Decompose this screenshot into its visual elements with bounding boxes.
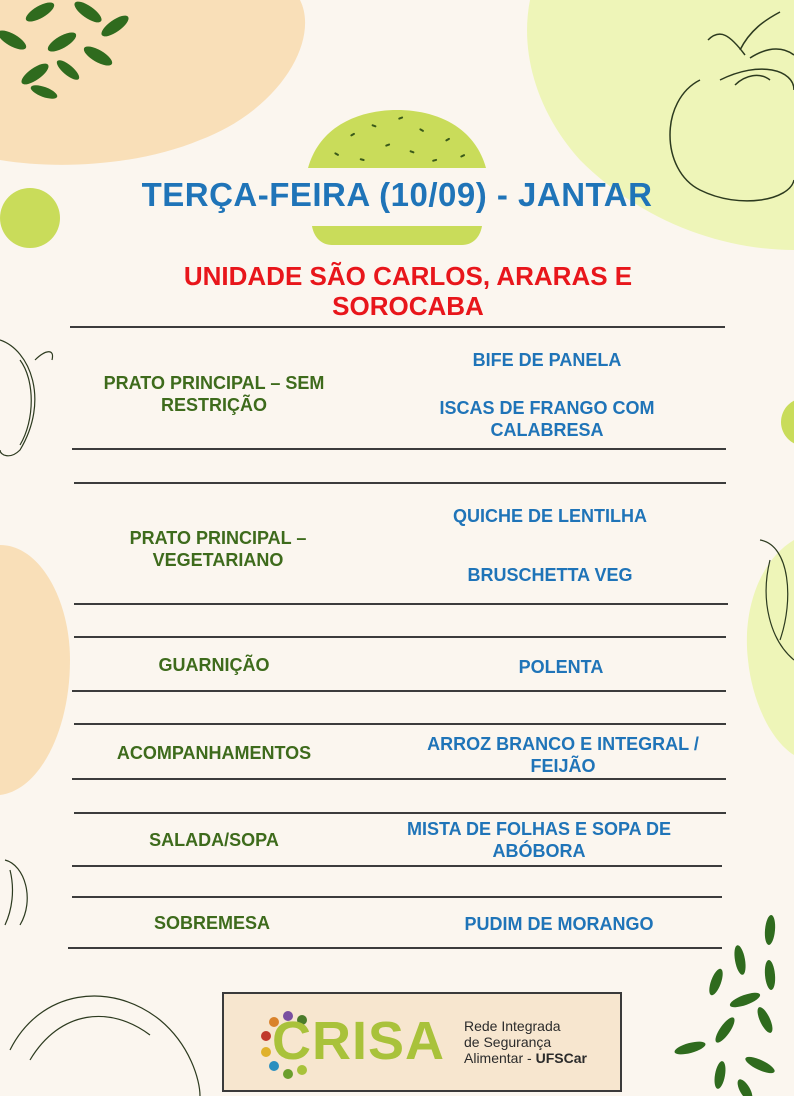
divider-line xyxy=(74,482,726,484)
crisa-logo-subtitle xyxy=(464,1018,587,1066)
crisa-logo-box xyxy=(222,992,622,1092)
page-title: TERÇA-FEIRA (10/09) - JANTAR xyxy=(141,176,653,213)
divider-line xyxy=(68,947,722,949)
menu-value-line: BIFE DE PANELA xyxy=(472,350,622,370)
menu-label-salad-soup xyxy=(78,829,350,851)
menu-label-vegetarian xyxy=(82,527,354,571)
menu-label-line: RESTRIÇÃO xyxy=(160,395,267,415)
menu-value-line: ARROZ BRANCO E INTEGRAL / xyxy=(427,734,699,754)
unit-heading-line1: UNIDADE SÃO CARLOS, ARARAS E xyxy=(183,261,633,291)
menu-value-side-dish xyxy=(396,656,726,678)
menu-value-line: FEIJÃO xyxy=(530,756,596,776)
unit-heading xyxy=(130,261,686,321)
menu-label-line: GUARNIÇÃO xyxy=(158,655,270,675)
divider-line xyxy=(74,723,726,725)
crisa-subtitle-line: de Segurança xyxy=(464,1034,552,1050)
divider-line xyxy=(72,690,726,692)
divider-line xyxy=(72,778,726,780)
menu-value-line: ISCAS DE FRANGO COM xyxy=(439,398,655,418)
menu-value-salad-soup xyxy=(374,818,704,862)
menu-label-line: SALADA/SOPA xyxy=(149,830,279,850)
unit-heading-line2: SOROCABA xyxy=(332,291,484,321)
menu-value-main-course-1 xyxy=(382,349,712,371)
menu-value-line: QUICHE DE LENTILHA xyxy=(452,506,647,526)
menu-label-dessert xyxy=(76,912,348,934)
menu-value-line: MISTA DE FOLHAS E SOPA DE xyxy=(406,819,671,839)
menu-label-side-dish xyxy=(78,654,350,676)
menu-label-line: VEGETARIANO xyxy=(152,550,284,570)
menu-label-line: ACOMPANHAMENTOS xyxy=(116,743,312,763)
menu-value-line: ABÓBORA xyxy=(492,841,586,861)
menu-label-line: PRATO PRINCIPAL – SEM xyxy=(103,373,325,393)
divider-line xyxy=(74,636,726,638)
crisa-subtitle-line: Rede Integrada xyxy=(464,1018,561,1034)
divider-line xyxy=(70,326,725,328)
crisa-subtitle-line xyxy=(464,1050,587,1066)
menu-value-accompaniments xyxy=(398,733,728,777)
crisa-subtitle-bold: UFSCar xyxy=(535,1050,587,1066)
divider-line xyxy=(74,603,728,605)
divider-line xyxy=(72,896,722,898)
menu-value-line: POLENTA xyxy=(518,657,604,677)
divider-line xyxy=(74,812,726,814)
crisa-subtitle-text: Alimentar - xyxy=(464,1050,536,1066)
menu-value-main-course-2 xyxy=(382,397,712,441)
menu-value-line: BRUSCHETTA VEG xyxy=(467,565,633,585)
menu-value-vegetarian-1 xyxy=(385,505,715,527)
divider-line xyxy=(72,448,726,450)
menu-label-accompaniments xyxy=(78,742,350,764)
menu-label-line: PRATO PRINCIPAL – xyxy=(129,528,307,548)
crisa-logo-wordmark: CRISA xyxy=(272,1011,446,1071)
menu-value-line: CALABRESA xyxy=(490,420,604,440)
menu-value-vegetarian-2 xyxy=(385,564,715,586)
menu-label-main-course xyxy=(78,372,350,416)
divider-line xyxy=(72,865,722,867)
menu-value-dessert xyxy=(394,913,724,935)
menu-value-line: PUDIM DE MORANGO xyxy=(464,914,654,934)
menu-label-line: SOBREMESA xyxy=(153,913,270,933)
